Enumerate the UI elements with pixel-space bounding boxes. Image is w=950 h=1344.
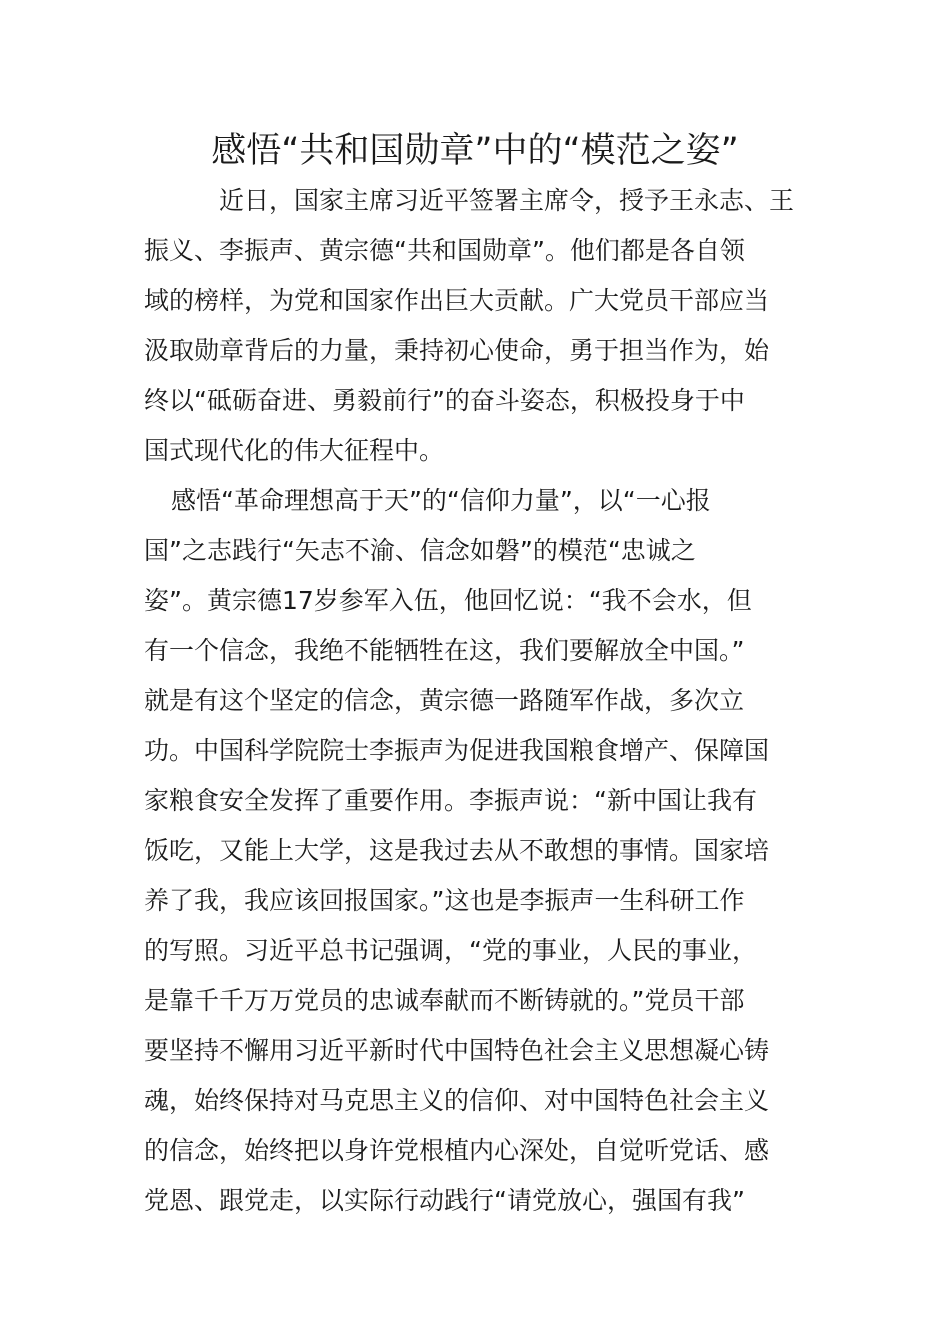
paragraph-line: 汲取勋章背后的力量，秉持初心使命，勇于担当作为，始: [144, 336, 770, 365]
paragraph-line: 家粮食安全发挥了重要作用。李振声说：“新中国让我有: [144, 786, 757, 815]
paragraph-line: 国式现代化的伟大征程中。: [144, 436, 445, 465]
document-title: 感悟“共和国勋章”中的“模范之姿”: [211, 131, 739, 171]
paragraph-line: 党恩、跟党走，以实际行动践行“请党放心，强国有我”: [144, 1186, 745, 1215]
paragraph-line: 饭吃，又能上大学，这是我过去从不敢想的事情。国家培: [144, 836, 770, 865]
paragraph-line: 功。中国科学院院士李振声为促进我国粮食增产、保障国: [144, 736, 770, 765]
paragraph-line: 感悟“革命理想高于天”的“信仰力量”，以“一心报: [171, 486, 711, 515]
paragraph-line: 有一个信念，我绝不能牺牲在这，我们要解放全中国。”: [144, 636, 745, 665]
paragraph-line: 就是有这个坚定的信念，黄宗德一路随军作战，多次立: [144, 686, 745, 715]
paragraph-line: 终以“砥砺奋进、勇毅前行”的奋斗姿态，积极投身于中: [144, 386, 745, 415]
paragraph-line: 魂，始终保持对马克思主义的信仰、对中国特色社会主义: [144, 1086, 770, 1115]
paragraph-line: 养了我，我应该回报国家。”这也是李振声一生科研工作: [144, 886, 745, 915]
paragraph-line: 国”之志践行“矢志不渝、信念如磐”的模范“忠诚之: [144, 536, 696, 565]
paragraph-line: 的写照。习近平总书记强调，“党的事业，人民的事业，: [144, 936, 757, 965]
paragraph-line: 振义、李振声、黄宗德“共和国勋章”。他们都是各自领: [144, 236, 745, 265]
paragraph-line: 姿”。黄宗德17岁参军入伍，他回忆说：“我不会水，但: [144, 586, 752, 615]
paragraph-line: 近日，国家主席习近平签署主席令，授予王永志、王: [219, 186, 795, 215]
document-body: [144, 176, 808, 1226]
paragraph-line: 是靠千千万万党员的忠诚奉献而不断铸就的。”党员干部: [144, 986, 745, 1015]
paragraph-line: 要坚持不懈用习近平新时代中国特色社会主义思想凝心铸: [144, 1036, 770, 1065]
paragraph-line: 的信念，始终把以身许党根植内心深处，自觉听党话、感: [144, 1136, 770, 1165]
paragraph-line: 域的榜样，为党和国家作出巨大贡献。广大党员干部应当: [144, 286, 770, 315]
